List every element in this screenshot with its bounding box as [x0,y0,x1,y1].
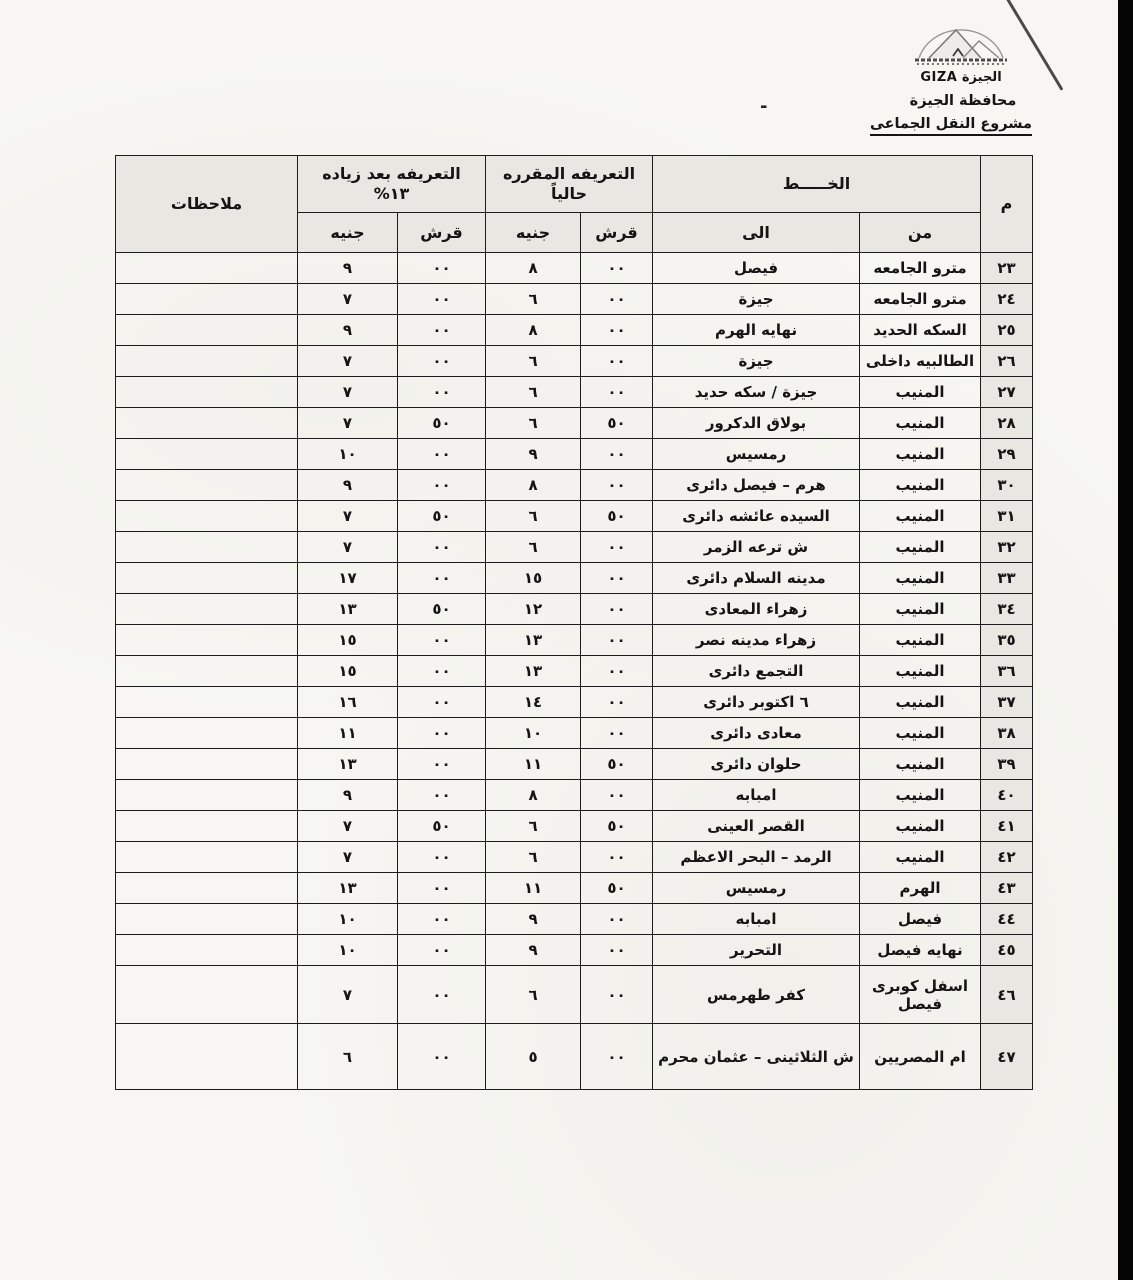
current-qirsh-cell: ٠٠ [581,687,653,718]
table-row [116,408,1033,439]
notes-cell [116,315,298,346]
from-cell: فيصل [860,904,981,935]
new-genih-cell: ١٧ [298,563,398,594]
new-qirsh-cell: ٠٠ [398,904,486,935]
new-genih-cell: ١٠ [298,904,398,935]
notes-cell [116,501,298,532]
current-qirsh-cell: ٠٠ [581,935,653,966]
to-cell: بولاق الدكرور [653,408,860,439]
notes-cell [116,904,298,935]
from-cell: السكه الحديد [860,315,981,346]
governorate-title: محافظة الجيزة [909,93,1017,109]
new-qirsh-cell: ٠٠ [398,625,486,656]
current-genih-cell: ٨ [486,780,581,811]
from-cell: مترو الجامعه [860,253,981,284]
current-genih-cell: ٦ [486,408,581,439]
row-number-cell: ٣٩ [981,749,1033,780]
row-number-cell: ٢٦ [981,346,1033,377]
new-genih-cell: ٧ [298,346,398,377]
current-qirsh-cell: ٥٠ [581,873,653,904]
notes-cell [116,842,298,873]
from-cell: المنيب [860,687,981,718]
row-number-cell: ٣١ [981,501,1033,532]
row-number-cell: ٣٦ [981,656,1033,687]
to-cell: ش ترعه الزمر [653,532,860,563]
table-row [116,284,1033,315]
notes-cell [116,377,298,408]
row-number-cell: ٢٤ [981,284,1033,315]
row-number-cell: ٤٠ [981,780,1033,811]
header-new-tariff-group: التعريفه بعد زياده ١٣% [298,156,486,213]
new-qirsh-cell: ٥٠ [398,811,486,842]
new-qirsh-cell: ٠٠ [398,780,486,811]
current-qirsh-cell: ٠٠ [581,346,653,377]
new-genih-cell: ١٥ [298,656,398,687]
table-row [116,656,1033,687]
new-genih-cell: ١٣ [298,749,398,780]
pyramids-icon [909,18,1013,70]
table-row [116,501,1033,532]
notes-cell [116,1024,298,1090]
current-genih-cell: ٨ [486,315,581,346]
notes-cell [116,718,298,749]
from-cell: المنيب [860,811,981,842]
notes-cell [116,563,298,594]
notes-cell [116,873,298,904]
new-genih-cell: ٧ [298,408,398,439]
header-row-number: م [981,156,1033,253]
current-genih-cell: ٦ [486,284,581,315]
table-row [116,718,1033,749]
table-row [116,966,1033,1024]
current-genih-cell: ٦ [486,346,581,377]
to-cell: معادى دائرى [653,718,860,749]
new-qirsh-cell: ٠٠ [398,439,486,470]
from-cell: ام المصريين [860,1024,981,1090]
letterhead [855,18,1035,136]
table-row [116,532,1033,563]
current-qirsh-cell: ٠٠ [581,284,653,315]
row-number-cell: ٣٨ [981,718,1033,749]
new-genih-cell: ٧ [298,377,398,408]
new-genih-cell: ١٣ [298,594,398,625]
current-genih-cell: ١٣ [486,625,581,656]
to-cell: جيزة / سكه حديد [653,377,860,408]
new-genih-cell: ٩ [298,780,398,811]
current-genih-cell: ١١ [486,749,581,780]
current-genih-cell: ١٣ [486,656,581,687]
current-genih-cell: ٨ [486,253,581,284]
current-genih-cell: ٦ [486,377,581,408]
row-number-cell: ٣٠ [981,470,1033,501]
new-genih-cell: ٩ [298,253,398,284]
notes-cell [116,749,298,780]
new-qirsh-cell: ٠٠ [398,1024,486,1090]
notes-cell [116,687,298,718]
to-cell: ٦ اكتوبر دائرى [653,687,860,718]
new-qirsh-cell: ٠٠ [398,284,486,315]
current-qirsh-cell: ٠٠ [581,377,653,408]
from-cell: المنيب [860,563,981,594]
to-cell: جيزة [653,346,860,377]
current-qirsh-cell: ٠٠ [581,904,653,935]
row-number-cell: ٤٤ [981,904,1033,935]
current-genih-cell: ١١ [486,873,581,904]
header-current-qirsh: قرش [581,213,653,253]
notes-cell [116,439,298,470]
to-cell: رمسيس [653,873,860,904]
row-number-cell: ٤٥ [981,935,1033,966]
from-cell: المنيب [860,439,981,470]
new-qirsh-cell: ٠٠ [398,873,486,904]
current-qirsh-cell: ٠٠ [581,966,653,1024]
to-cell: هرم – فيصل دائرى [653,470,860,501]
new-genih-cell: ٧ [298,284,398,315]
notes-cell [116,625,298,656]
from-cell: مترو الجامعه [860,284,981,315]
table-row [116,315,1033,346]
from-cell: المنيب [860,377,981,408]
giza-logo [895,18,1027,85]
logo-text-arabic: الجيزة [961,70,1002,85]
notes-cell [116,253,298,284]
logo-text-latin: GIZA [920,70,958,85]
project-title: مشروع النقل الجماعى [870,116,1032,136]
header-current-genih: جنيه [486,213,581,253]
new-genih-cell: ١٠ [298,935,398,966]
table-row [116,439,1033,470]
row-number-cell: ٢٨ [981,408,1033,439]
notes-cell [116,346,298,377]
new-genih-cell: ٩ [298,470,398,501]
notes-cell [116,811,298,842]
current-genih-cell: ٦ [486,811,581,842]
new-qirsh-cell: ٠٠ [398,563,486,594]
current-qirsh-cell: ٠٠ [581,625,653,656]
fare-table-body [116,253,1033,1090]
table-row [116,625,1033,656]
to-cell: امبابه [653,780,860,811]
to-cell: حلوان دائرى [653,749,860,780]
current-genih-cell: ١٤ [486,687,581,718]
current-qirsh-cell: ٠٠ [581,656,653,687]
new-genih-cell: ١٣ [298,873,398,904]
new-genih-cell: ٩ [298,315,398,346]
current-qirsh-cell: ٠٠ [581,594,653,625]
new-qirsh-cell: ٠٠ [398,253,486,284]
row-number-cell: ٤٣ [981,873,1033,904]
table-row [116,1024,1033,1090]
current-genih-cell: ١٢ [486,594,581,625]
new-qirsh-cell: ٥٠ [398,594,486,625]
scanner-edge-strip [1118,0,1133,1280]
to-cell: السيده عائشه دائرى [653,501,860,532]
table-row [116,904,1033,935]
to-cell: مدينه السلام دائرى [653,563,860,594]
header-current-tariff-group: التعريفه المقرره حالياً [486,156,653,213]
from-cell: المنيب [860,470,981,501]
table-row [116,749,1033,780]
table-row [116,594,1033,625]
current-qirsh-cell: ٠٠ [581,1024,653,1090]
current-qirsh-cell: ٠٠ [581,780,653,811]
new-qirsh-cell: ٠٠ [398,656,486,687]
current-qirsh-cell: ٥٠ [581,811,653,842]
table-row [116,687,1033,718]
to-cell: امبابه [653,904,860,935]
current-qirsh-cell: ٠٠ [581,470,653,501]
current-genih-cell: ١٠ [486,718,581,749]
header-line-group: الخـــــط [653,156,981,213]
header-notes: ملاحظات [116,156,298,253]
from-cell: الطالبيه داخلى [860,346,981,377]
new-qirsh-cell: ٠٠ [398,532,486,563]
current-genih-cell: ٦ [486,501,581,532]
current-qirsh-cell: ٠٠ [581,842,653,873]
to-cell: زهراء مدينه نصر [653,625,860,656]
from-cell: المنيب [860,625,981,656]
notes-cell [116,594,298,625]
to-cell: ش الثلاثينى – عثمان محرم [653,1024,860,1090]
new-qirsh-cell: ٠٠ [398,842,486,873]
notes-cell [116,656,298,687]
row-number-cell: ٤١ [981,811,1033,842]
current-qirsh-cell: ٠٠ [581,563,653,594]
table-row [116,811,1033,842]
notes-cell [116,532,298,563]
new-genih-cell: ٦ [298,1024,398,1090]
from-cell: نهايه فيصل [860,935,981,966]
new-genih-cell: ١٥ [298,625,398,656]
new-qirsh-cell: ٥٠ [398,408,486,439]
new-genih-cell: ٧ [298,532,398,563]
table-row [116,935,1033,966]
from-cell: المنيب [860,408,981,439]
from-cell: اسفل كوبرى فيصل [860,966,981,1024]
from-cell: المنيب [860,749,981,780]
new-genih-cell: ١٦ [298,687,398,718]
new-qirsh-cell: ٠٠ [398,749,486,780]
from-cell: المنيب [860,656,981,687]
new-qirsh-cell: ٥٠ [398,501,486,532]
header-from: من [860,213,981,253]
row-number-cell: ٣٢ [981,532,1033,563]
to-cell: القصر العينى [653,811,860,842]
to-cell: التحرير [653,935,860,966]
to-cell: فيصل [653,253,860,284]
row-number-cell: ٤٢ [981,842,1033,873]
table-row [116,253,1033,284]
notes-cell [116,935,298,966]
new-qirsh-cell: ٠٠ [398,470,486,501]
new-genih-cell: ٧ [298,842,398,873]
table-row [116,842,1033,873]
current-qirsh-cell: ٠٠ [581,315,653,346]
from-cell: المنيب [860,842,981,873]
current-qirsh-cell: ٠٠ [581,718,653,749]
current-genih-cell: ٩ [486,439,581,470]
from-cell: المنيب [860,718,981,749]
from-cell: المنيب [860,501,981,532]
from-cell: المنيب [860,532,981,563]
from-cell: الهرم [860,873,981,904]
new-qirsh-cell: ٠٠ [398,966,486,1024]
table-row [116,346,1033,377]
new-qirsh-cell: ٠٠ [398,718,486,749]
row-number-cell: ٣٥ [981,625,1033,656]
to-cell: زهراء المعادى [653,594,860,625]
notes-cell [116,284,298,315]
to-cell: التجمع دائرى [653,656,860,687]
row-number-cell: ٢٥ [981,315,1033,346]
row-number-cell: ٣٤ [981,594,1033,625]
table-row [116,873,1033,904]
current-genih-cell: ٦ [486,842,581,873]
current-genih-cell: ٩ [486,935,581,966]
to-cell: كفر طهرمس [653,966,860,1024]
current-genih-cell: ٩ [486,904,581,935]
current-genih-cell: ٦ [486,532,581,563]
row-number-cell: ٢٧ [981,377,1033,408]
current-genih-cell: ٨ [486,470,581,501]
new-qirsh-cell: ٠٠ [398,377,486,408]
row-number-cell: ٢٣ [981,253,1033,284]
current-qirsh-cell: ٥٠ [581,501,653,532]
new-genih-cell: ٧ [298,811,398,842]
current-qirsh-cell: ٠٠ [581,532,653,563]
row-number-cell: ٤٧ [981,1024,1033,1090]
table-row [116,377,1033,408]
current-qirsh-cell: ٠٠ [581,253,653,284]
header-to: الى [653,213,860,253]
from-cell: المنيب [860,594,981,625]
new-genih-cell: ٧ [298,966,398,1024]
to-cell: رمسيس [653,439,860,470]
current-qirsh-cell: ٥٠ [581,749,653,780]
row-number-cell: ٣٣ [981,563,1033,594]
notes-cell [116,408,298,439]
current-genih-cell: ٥ [486,1024,581,1090]
header-new-genih: جنيه [298,213,398,253]
current-genih-cell: ٦ [486,966,581,1024]
table-row [116,470,1033,501]
current-genih-cell: ١٥ [486,563,581,594]
notes-cell [116,470,298,501]
to-cell: جيزة [653,284,860,315]
current-qirsh-cell: ٥٠ [581,408,653,439]
new-qirsh-cell: ٠٠ [398,346,486,377]
current-qirsh-cell: ٠٠ [581,439,653,470]
table-row [116,780,1033,811]
notes-cell [116,966,298,1024]
new-qirsh-cell: ٠٠ [398,935,486,966]
to-cell: الرمد – البحر الاعظم [653,842,860,873]
new-qirsh-cell: ٠٠ [398,315,486,346]
logo-caption [895,70,1027,85]
row-number-cell: ٣٧ [981,687,1033,718]
new-genih-cell: ١١ [298,718,398,749]
fare-table [115,155,1033,1090]
header-new-qirsh: قرش [398,213,486,253]
stray-pen-dash: - [760,96,768,117]
from-cell: المنيب [860,780,981,811]
notes-cell [116,780,298,811]
row-number-cell: ٢٩ [981,439,1033,470]
row-number-cell: ٤٦ [981,966,1033,1024]
new-qirsh-cell: ٠٠ [398,687,486,718]
table-row [116,563,1033,594]
new-genih-cell: ١٠ [298,439,398,470]
new-genih-cell: ٧ [298,501,398,532]
to-cell: نهايه الهرم [653,315,860,346]
